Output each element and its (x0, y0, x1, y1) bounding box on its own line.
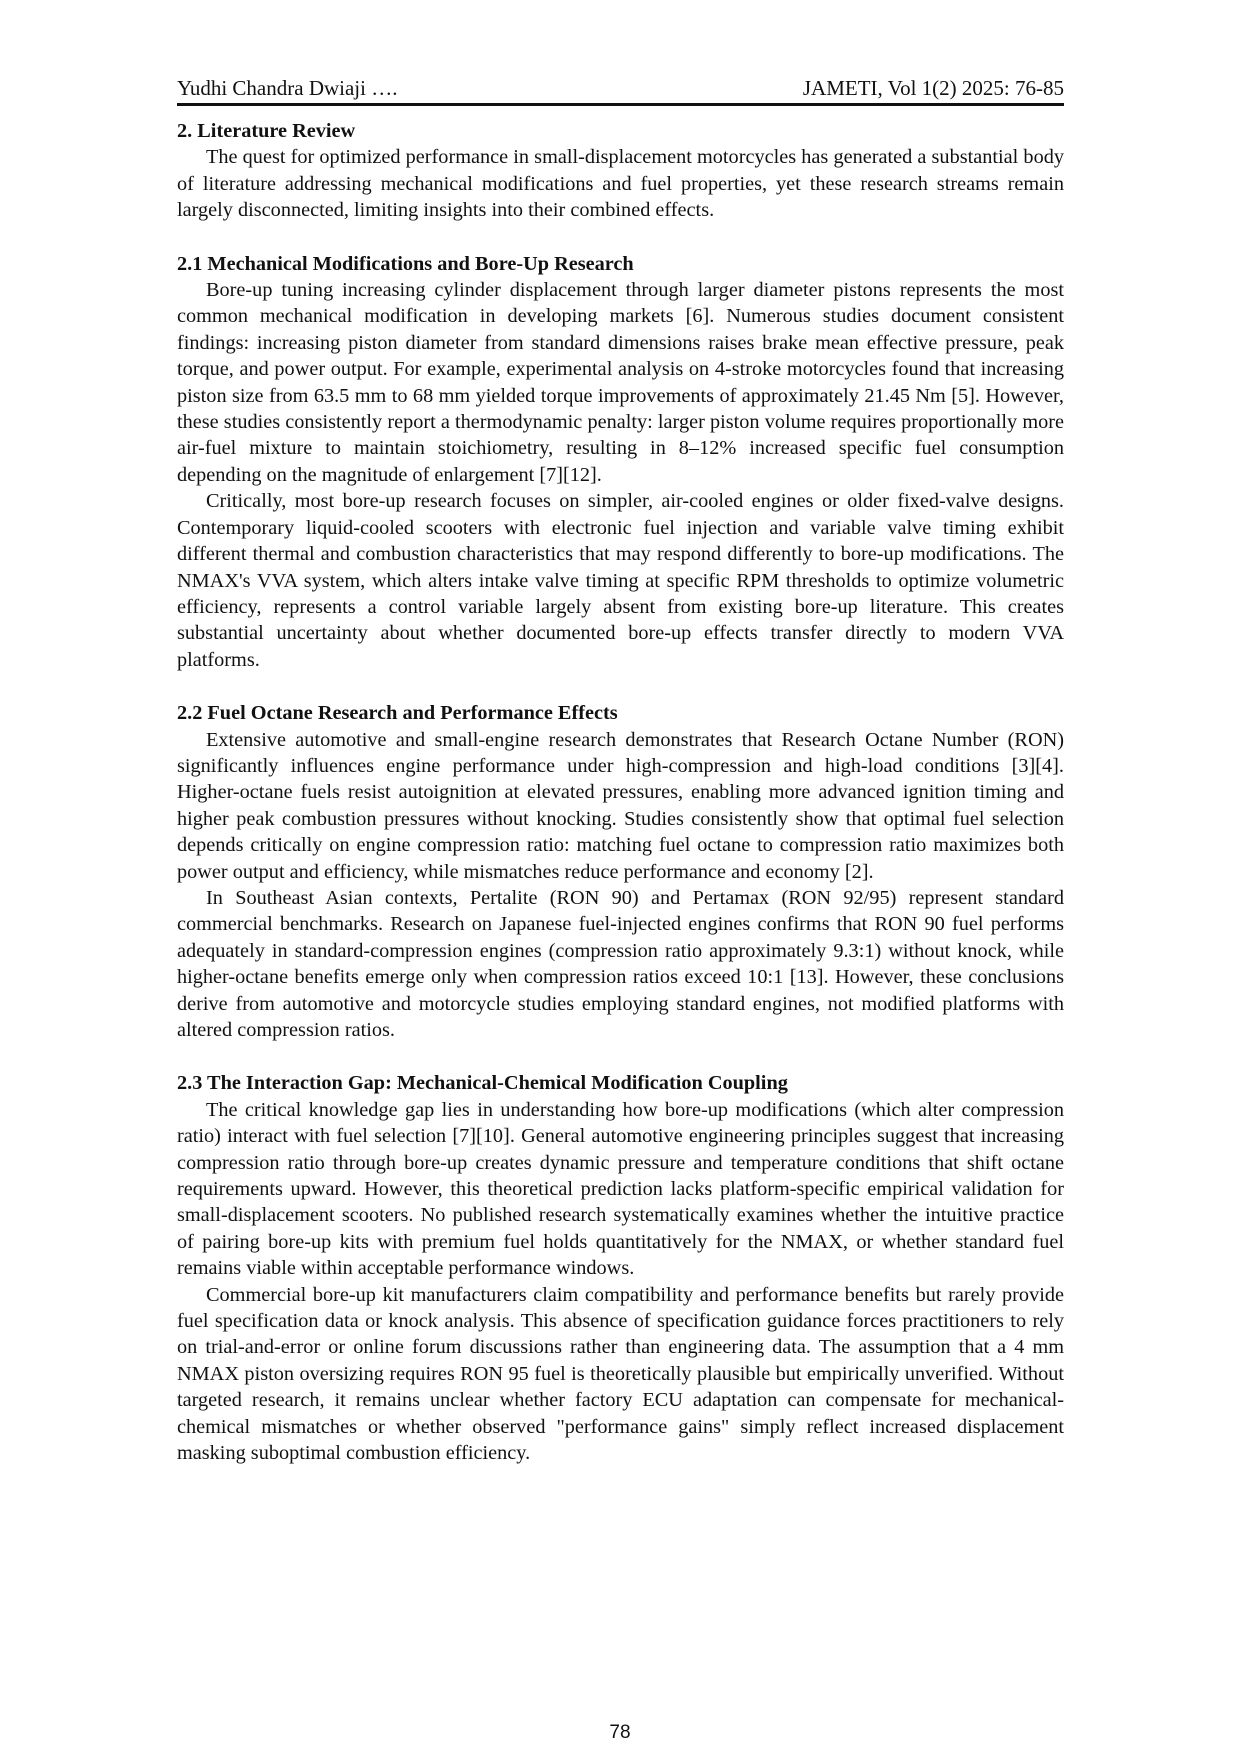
paragraph: Extensive automotive and small-engine research demonstrates that Research Octane Number (RON) significantly influences engine performance under high-compression and high-load conditions [3][4]. Higher-octane fuels resist autoignition at elevated pressures, enabling more advanced ignition timing and higher peak combustion pressures without knocking. Studies consistently show that optimal fuel selection depends critically on engine compression ratio: matching fuel octane to compression ratio maximizes both power output and efficiency, while mismatches reduce performance and economy [2]. (177, 728, 1064, 883)
paragraph: In Southeast Asian contexts, Pertalite (RON 90) and Pertamax (RON 92/95) represent standard commercial benchmarks. Research on Japanese fuel-injected engines confirms that RON 90 fuel performs adequately in standard-compression engines (compression ratio approximately 9.3:1) without knock, while higher-octane benefits emerge only when compression ratios exceed 10:1 [13]. However, these conclusions derive from automotive and motorcycle studies employing standard engines, not modified platforms with altered compression ratios. (177, 886, 1064, 1041)
paragraph: Commercial bore-up kit manufacturers claim compatibility and performance benefits but rarely provide fuel specification data or knock analysis. This absence of specification guidance forces practitioners to rely on trial-and-error or online forum discussions rather than engineering data. The assumption that a 4 mm NMAX piston oversizing requires RON 95 fuel is theoretically plausible but empirically unverified. Without targeted research, it remains unclear whether factory ECU adaptation can compensate for mechanical-chemical mismatches or whether observed "performance gains" simply reflect increased displacement masking suboptimal combustion efficiency. (177, 1283, 1064, 1465)
subsection-title-2-1: 2.1 Mechanical Modifications and Bore-Up Research (177, 252, 634, 275)
header-journal: JAMETI, Vol 1(2) 2025: 76-85 (802, 76, 1064, 100)
spacer (177, 1043, 1064, 1070)
paragraph: Bore-up tuning increasing cylinder displacement through larger diameter pistons represents the most common mechanical modification in developing markets [6]. Numerous studies document consistent findings: increasing piston diameter from standard dimensions raises brake mean effective pressure, peak torque, and power output. For example, experimental analysis on 4-stroke motorcycles found that increasing piston size from 63.5 mm to 68 mm yielded torque improvements of approximately 21.45 Nm [5]. However, these studies consistently report a thermodynamic penalty: larger piston volume requires proportionally more air-fuel mixture to maintain stoichiometry, resulting in 8–12% increased specific fuel consumption depending on the magnitude of enlargement [7][12]. (177, 279, 1064, 486)
section-title: 2. Literature Review (177, 120, 356, 142)
header-author: Yudhi Chandra Dwiaji …. (177, 76, 398, 100)
paragraph: The critical knowledge gap lies in understanding how bore-up modifications (which alter compression ratio) interact with fuel selection [7][10]. General automotive engineering principles suggest that increasing compression ratio through bore-up creates dynamic pressure and temperature conditions that shift octane requirements upward. However, this theoretical prediction lacks platform-specific empirical validation for small-displacement scooters. No published research systematically examines whether the intuitive practice of pairing bore-up kits with premium fuel holds quantitatively for the NMAX, or whether standard fuel remains viable within acceptable performance windows. (177, 1098, 1064, 1280)
running-header (177, 74, 1064, 102)
section-intro-paragraph: The quest for optimized performance in small-displacement motorcycles has generated a substantial body of literature addressing mechanical modifications and fuel properties, yet these research streams remain largely disconnected, limiting insights into their combined effects. (177, 146, 1064, 222)
header-rule (177, 103, 1064, 106)
spacer (177, 224, 1064, 251)
paragraph: Critically, most bore-up research focuses on simpler, air-cooled engines or older fixed-valve designs. Contemporary liquid-cooled scooters with electronic fuel injection and variable valve timing exhibit different thermal and combustion characteristics that may respond differently to bore-up modifications. The NMAX's VVA system, which alters intake valve timing at specific RPM thresholds to optimize volumetric efficiency, represents a control variable largely absent from existing bore-up literature. This creates substantial uncertainty about whether documented bore-up effects transfer directly to modern VVA platforms. (177, 490, 1064, 671)
subsection-title-2-2: 2.2 Fuel Octane Research and Performance Effects (177, 702, 618, 725)
page-number: 78 (609, 1722, 631, 1743)
subsection-title-2-3: 2.3 The Interaction Gap: Mechanical-Chemical Modification Coupling (177, 1072, 788, 1095)
spacer (177, 673, 1064, 700)
article-body (177, 118, 1064, 1467)
